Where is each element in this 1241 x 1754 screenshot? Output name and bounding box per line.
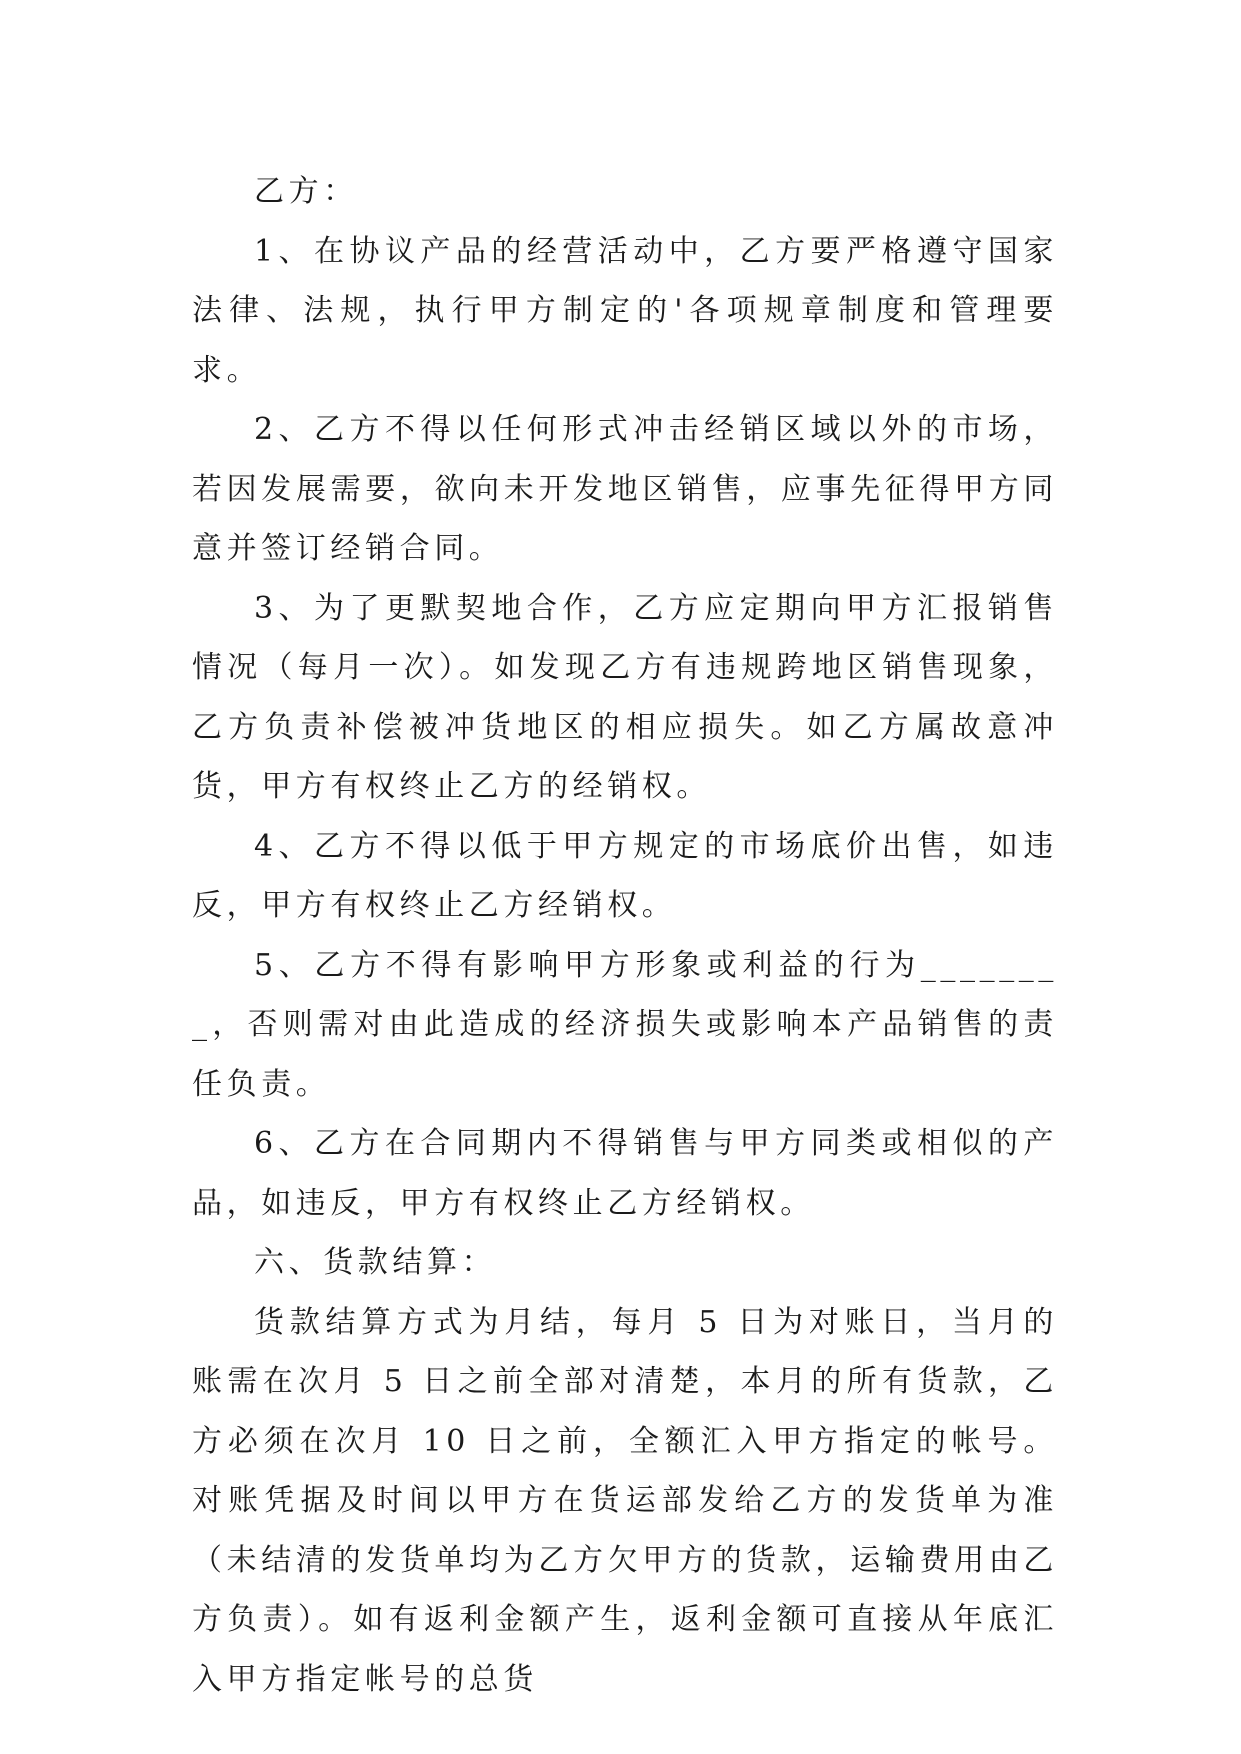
paragraph-clause-5: 5、乙方不得有影响甲方形象或利益的行为________，否则需对由此造成的经济损失或影响本产品销售的责任负责。 (192, 947, 1058, 1102)
paragraph-payment-terms: 货款结算方式为月结，每月 5 日为对账日，当月的账需在次月 5 日之前全部对清楚，本月的所有货款，乙方必须在次月 10 日之前，全额汇入甲方指定的帐号。对账凭据及时间以甲方在货运部发给乙方的发货单为准（未结清的发货单均为乙方欠甲方的货款，运输费用由乙方负责）。如有返利金额产生，返利金额可直接从年底汇入甲方指定帐号的总货 (192, 1304, 1058, 1697)
paragraph-clause-4: 4、乙方不得以低于甲方规定的市场底价出售，如违反，甲方有权终止乙方经销权。 (192, 828, 1058, 923)
paragraph-clause-2: 2、乙方不得以任何形式冲击经销区域以外的市场，若因发展需要，欲向未开发地区销售，应事先征得甲方同意并签订经销合同。 (192, 412, 1058, 566)
paragraph-party-b-heading: 乙方： (254, 174, 358, 209)
paragraph-clause-6: 6、乙方在合同期内不得销售与甲方同类或相似的产品，如违反，甲方有权终止乙方经销权。 (192, 1126, 1058, 1221)
paragraph-clause-3: 3、为了更默契地合作，乙方应定期向甲方汇报销售情况（每月一次）。如发现乙方有违规跨地区销售现象，乙方负责补偿被冲货地区的相应损失。如乙方属故意冲货，甲方有权终止乙方的经销权。 (192, 590, 1058, 804)
section-heading-payment-settlement: 六、货款结算： (254, 1245, 497, 1280)
document-body (192, 162, 1058, 1709)
paragraph-clause-1: 1、在协议产品的经营活动中，乙方要严格遵守国家法律、法规，执行甲方制定的'各项规章制度和管理要求。 (192, 233, 1058, 388)
